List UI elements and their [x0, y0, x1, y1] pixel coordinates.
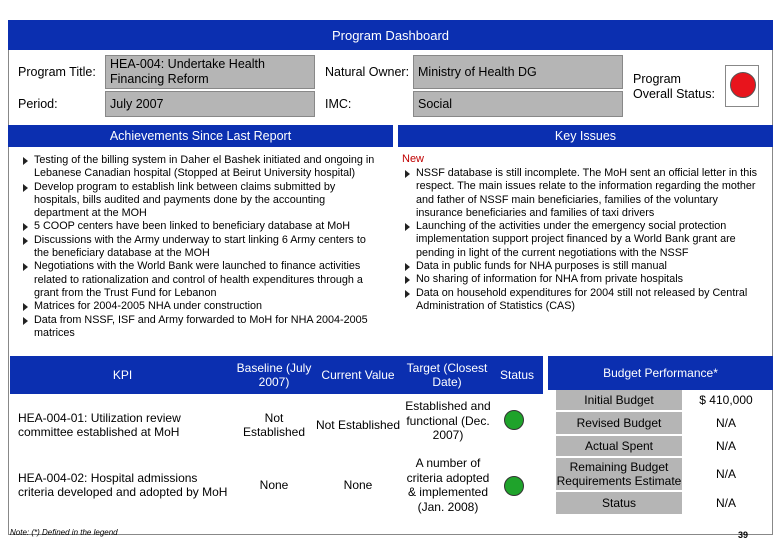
- kpi-row-1-target: Established and functional (Dec. 2007): [405, 399, 491, 443]
- budget-value-status: N/A: [715, 496, 736, 510]
- program-title-value: HEA-004: Undertake Health Financing Reform: [110, 57, 265, 86]
- budget-label-initial: Initial Budget: [556, 390, 682, 410]
- achievements-header: Achievements Since Last Report: [8, 125, 393, 147]
- kpi-row-1-baseline: Not Established: [242, 410, 306, 439]
- list-item: Launching of the activities under the emergency social protection implementation support project financed by a World Bank grant are pending in light of the current negotiations with the NSSF: [402, 220, 764, 260]
- kpi-row-1-current: Not Established: [315, 417, 401, 432]
- status-header: Status: [491, 356, 543, 394]
- list-item: Negotiations with the World Bank were launched to finance activities related to rationalization and control of health expenditures through a grant from the Trust Fund for Lebanon: [20, 260, 382, 300]
- list-item: Discussions with the Army underway to start linking 6 Army centers to the beneficiary database at the MOH: [20, 234, 382, 261]
- list-item: Data in public funds for NHA purposes is still manual: [402, 260, 764, 273]
- overall-status-label: Program Overall Status:: [633, 72, 715, 101]
- budget-header: Budget Performance*: [548, 356, 773, 390]
- budget-label-actual: Actual Spent: [556, 436, 682, 456]
- new-label: New: [402, 153, 425, 165]
- page-title: Program Dashboard: [8, 20, 773, 50]
- key-issues-header: Key Issues: [398, 125, 773, 147]
- key-issues-list: [402, 167, 764, 313]
- kpi-row-2-target: A number of criteria adopted & implemented (Jan. 2008): [406, 456, 490, 514]
- imc-value: Social: [418, 97, 453, 111]
- page-number: 39: [738, 530, 749, 540]
- budget-value-actual: N/A: [715, 439, 736, 453]
- list-item: Develop program to establish link between claims submitted by hospitals, bills audited and payments done by the accounting department at the MOH: [20, 181, 382, 221]
- target-header: Target (Closest Date): [403, 356, 491, 394]
- kpi-row-1-name: HEA-004-01: Utilization review committee established at MoH: [18, 410, 181, 439]
- overall-status-box: [725, 65, 759, 107]
- achievements-list: [20, 154, 382, 340]
- baseline-header: Baseline (July 2007): [235, 356, 313, 394]
- natural-owner-value: Ministry of Health DG: [418, 65, 537, 79]
- list-item: Testing of the billing system in Daher el Bashek initiated and ongoing in Lebanese Canadian hospital (Stopped at Beirut University hospital): [20, 154, 382, 181]
- period-label: Period:: [18, 97, 58, 111]
- program-title-label: Program Title:: [18, 65, 96, 79]
- budget-value-revised: N/A: [715, 416, 736, 430]
- kpi-row-2-status-indicator: [504, 476, 524, 496]
- list-item: No sharing of information for NHA from private hospitals: [402, 273, 764, 286]
- imc-label: IMC:: [325, 97, 352, 111]
- budget-label-remaining: Remaining Budget Requirements Estimate: [556, 459, 682, 488]
- kpi-row-2-name: HEA-004-02: Hospital admissions criteria developed and adopted by MoH: [18, 470, 228, 499]
- list-item: Matrices for 2004-2005 NHA under construction: [20, 300, 382, 313]
- kpi-header: KPI: [10, 356, 235, 394]
- kpi-row-1-status-indicator: [504, 410, 524, 430]
- period-value: July 2007: [110, 97, 164, 111]
- budget-label-revised: Revised Budget: [556, 412, 682, 434]
- kpi-row-2-baseline: None: [259, 477, 289, 492]
- list-item: NSSF database is still incomplete. The MoH sent an official letter in this respect. The main issues relate to the information regarding the mother and father of NSSF main beneficiaries, families of the voluntary insurance beneficiaries and families of taxi drivers: [402, 167, 764, 220]
- budget-value-remaining: N/A: [715, 467, 736, 481]
- list-item: Data on household expenditures for 2004 still not released by Central Administration of Statistics (CAS): [402, 287, 764, 314]
- kpi-row-2-current: None: [343, 477, 373, 492]
- overall-status-indicator: [730, 72, 756, 98]
- budget-value-initial: $ 410,000: [699, 393, 753, 407]
- current-value-header: Current Value: [313, 356, 403, 394]
- budget-label-status: Status: [556, 492, 682, 514]
- natural-owner-label: Natural Owner:: [325, 65, 410, 79]
- list-item: 5 COOP centers have been linked to beneficiary database at MoH: [20, 220, 382, 233]
- footnote: Note: (*) Defined in the legend: [10, 528, 118, 537]
- list-item: Data from NSSF, ISF and Army forwarded to MoH for NHA 2004-2005 matrices: [20, 314, 382, 341]
